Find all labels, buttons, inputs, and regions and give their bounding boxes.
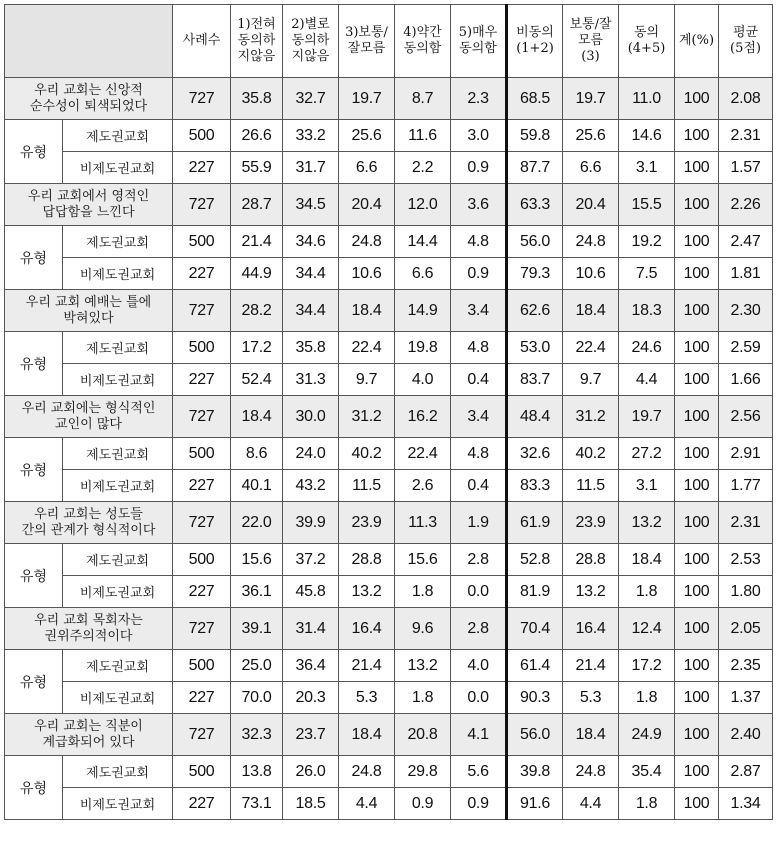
group-label-cell: 유형 — [5, 544, 63, 608]
value-cell: 500 — [173, 120, 231, 152]
value-cell: 23.9 — [563, 502, 619, 544]
value-cell: 100 — [675, 756, 719, 788]
question-cell: 우리 교회는 직분이 계급화되어 있다 — [5, 714, 173, 756]
value-cell: 81.9 — [507, 576, 563, 608]
value-cell: 52.4 — [231, 364, 283, 396]
value-cell: 16.4 — [339, 608, 395, 650]
value-cell: 13.8 — [231, 756, 283, 788]
question-row — [5, 290, 773, 332]
value-cell: 32.3 — [231, 714, 283, 756]
subgroup-row — [5, 650, 773, 682]
value-cell: 100 — [675, 396, 719, 438]
value-cell: 20.4 — [563, 184, 619, 226]
question-cell: 우리 교회는 성도들 간의 관계가 형식적이다 — [5, 502, 173, 544]
value-cell: 227 — [173, 576, 231, 608]
value-cell: 2.47 — [719, 226, 773, 258]
question-cell: 우리 교회에는 형식적인 교인이 많다 — [5, 396, 173, 438]
subgroup-row — [5, 470, 773, 502]
subgroup-row — [5, 682, 773, 714]
value-cell: 727 — [173, 502, 231, 544]
value-cell: 500 — [173, 332, 231, 364]
value-cell: 227 — [173, 682, 231, 714]
value-cell: 1.8 — [395, 682, 451, 714]
value-cell: 44.9 — [231, 258, 283, 290]
value-cell: 100 — [675, 650, 719, 682]
value-cell: 4.4 — [339, 788, 395, 820]
subgroup-row — [5, 438, 773, 470]
subgroup-row — [5, 226, 773, 258]
header-cell: 사례수 — [173, 5, 231, 78]
question-row — [5, 78, 773, 120]
type-label-cell: 제도권교회 — [63, 756, 173, 788]
value-cell: 24.8 — [339, 226, 395, 258]
value-cell: 23.7 — [283, 714, 339, 756]
value-cell: 24.8 — [563, 756, 619, 788]
header-cell: 4)약간 동의함 — [395, 5, 451, 78]
value-cell: 10.6 — [563, 258, 619, 290]
value-cell: 2.40 — [719, 714, 773, 756]
value-cell: 25.0 — [231, 650, 283, 682]
group-label-cell: 유형 — [5, 756, 63, 820]
value-cell: 20.4 — [339, 184, 395, 226]
value-cell: 5.3 — [563, 682, 619, 714]
value-cell: 727 — [173, 78, 231, 120]
value-cell: 1.8 — [619, 788, 675, 820]
value-cell: 1.66 — [719, 364, 773, 396]
value-cell: 100 — [675, 576, 719, 608]
value-cell: 39.1 — [231, 608, 283, 650]
value-cell: 100 — [675, 152, 719, 184]
value-cell: 32.7 — [283, 78, 339, 120]
value-cell: 11.5 — [339, 470, 395, 502]
value-cell: 14.9 — [395, 290, 451, 332]
value-cell: 35.8 — [283, 332, 339, 364]
value-cell: 13.2 — [563, 576, 619, 608]
type-label-cell: 비제도권교회 — [63, 152, 173, 184]
value-cell: 6.6 — [395, 258, 451, 290]
value-cell: 1.8 — [395, 576, 451, 608]
value-cell: 19.7 — [339, 78, 395, 120]
value-cell: 3.1 — [619, 470, 675, 502]
value-cell: 2.91 — [719, 438, 773, 470]
value-cell: 34.4 — [283, 290, 339, 332]
value-cell: 4.8 — [451, 226, 507, 258]
value-cell: 33.2 — [283, 120, 339, 152]
value-cell: 28.8 — [339, 544, 395, 576]
value-cell: 100 — [675, 438, 719, 470]
value-cell: 0.9 — [395, 788, 451, 820]
value-cell: 53.0 — [507, 332, 563, 364]
value-cell: 100 — [675, 544, 719, 576]
value-cell: 31.3 — [283, 364, 339, 396]
value-cell: 18.3 — [619, 290, 675, 332]
value-cell: 0.9 — [451, 788, 507, 820]
value-cell: 32.6 — [507, 438, 563, 470]
value-cell: 2.3 — [451, 78, 507, 120]
value-cell: 90.3 — [507, 682, 563, 714]
value-cell: 500 — [173, 226, 231, 258]
value-cell: 727 — [173, 184, 231, 226]
value-cell: 19.8 — [395, 332, 451, 364]
value-cell: 39.9 — [283, 502, 339, 544]
header-cell: 계(%) — [675, 5, 719, 78]
value-cell: 59.8 — [507, 120, 563, 152]
value-cell: 21.4 — [231, 226, 283, 258]
value-cell: 6.6 — [563, 152, 619, 184]
value-cell: 25.6 — [563, 120, 619, 152]
question-row — [5, 396, 773, 438]
value-cell: 2.31 — [719, 120, 773, 152]
group-label-cell: 유형 — [5, 650, 63, 714]
value-cell: 40.2 — [563, 438, 619, 470]
value-cell: 0.0 — [451, 576, 507, 608]
value-cell: 100 — [675, 364, 719, 396]
value-cell: 227 — [173, 470, 231, 502]
value-cell: 2.26 — [719, 184, 773, 226]
value-cell: 1.8 — [619, 682, 675, 714]
value-cell: 16.4 — [563, 608, 619, 650]
question-row — [5, 714, 773, 756]
value-cell: 34.4 — [283, 258, 339, 290]
value-cell: 34.6 — [283, 226, 339, 258]
value-cell: 12.0 — [395, 184, 451, 226]
value-cell: 3.1 — [619, 152, 675, 184]
value-cell: 18.5 — [283, 788, 339, 820]
value-cell: 10.6 — [339, 258, 395, 290]
value-cell: 227 — [173, 152, 231, 184]
value-cell: 91.6 — [507, 788, 563, 820]
value-cell: 61.4 — [507, 650, 563, 682]
value-cell: 14.4 — [395, 226, 451, 258]
header-cell: 5)매우 동의함 — [451, 5, 507, 78]
value-cell: 227 — [173, 364, 231, 396]
value-cell: 70.4 — [507, 608, 563, 650]
value-cell: 24.8 — [339, 756, 395, 788]
value-cell: 1.34 — [719, 788, 773, 820]
value-cell: 4.1 — [451, 714, 507, 756]
value-cell: 4.0 — [395, 364, 451, 396]
value-cell: 100 — [675, 502, 719, 544]
value-cell: 1.9 — [451, 502, 507, 544]
subgroup-row — [5, 332, 773, 364]
value-cell: 1.77 — [719, 470, 773, 502]
value-cell: 2.31 — [719, 502, 773, 544]
value-cell: 9.6 — [395, 608, 451, 650]
value-cell: 63.3 — [507, 184, 563, 226]
value-cell: 0.4 — [451, 364, 507, 396]
value-cell: 19.7 — [563, 78, 619, 120]
value-cell: 18.4 — [563, 714, 619, 756]
value-cell: 6.6 — [339, 152, 395, 184]
value-cell: 4.8 — [451, 438, 507, 470]
value-cell: 14.6 — [619, 120, 675, 152]
value-cell: 19.7 — [619, 396, 675, 438]
value-cell: 8.7 — [395, 78, 451, 120]
value-cell: 21.4 — [339, 650, 395, 682]
header-cell: 비동의 (1+2) — [507, 5, 563, 78]
value-cell: 23.9 — [339, 502, 395, 544]
question-cell: 우리 교회 예배는 틀에 박혀있다 — [5, 290, 173, 332]
value-cell: 17.2 — [619, 650, 675, 682]
value-cell: 8.6 — [231, 438, 283, 470]
value-cell: 21.4 — [563, 650, 619, 682]
value-cell: 100 — [675, 78, 719, 120]
value-cell: 15.5 — [619, 184, 675, 226]
value-cell: 9.7 — [563, 364, 619, 396]
value-cell: 5.6 — [451, 756, 507, 788]
type-label-cell: 비제도권교회 — [63, 364, 173, 396]
value-cell: 3.4 — [451, 396, 507, 438]
value-cell: 12.4 — [619, 608, 675, 650]
value-cell: 3.4 — [451, 290, 507, 332]
value-cell: 29.8 — [395, 756, 451, 788]
group-label-cell: 유형 — [5, 332, 63, 396]
value-cell: 3.6 — [451, 184, 507, 226]
value-cell: 40.2 — [339, 438, 395, 470]
type-label-cell: 비제도권교회 — [63, 576, 173, 608]
question-cell: 우리 교회 목회자는 권위주의적이다 — [5, 608, 173, 650]
type-label-cell: 제도권교회 — [63, 650, 173, 682]
value-cell: 61.9 — [507, 502, 563, 544]
value-cell: 18.4 — [231, 396, 283, 438]
value-cell: 100 — [675, 332, 719, 364]
value-cell: 2.2 — [395, 152, 451, 184]
value-cell: 11.3 — [395, 502, 451, 544]
value-cell: 1.80 — [719, 576, 773, 608]
value-cell: 28.2 — [231, 290, 283, 332]
type-label-cell: 비제도권교회 — [63, 470, 173, 502]
value-cell: 100 — [675, 470, 719, 502]
value-cell: 3.0 — [451, 120, 507, 152]
value-cell: 500 — [173, 544, 231, 576]
value-cell: 2.05 — [719, 608, 773, 650]
value-cell: 2.08 — [719, 78, 773, 120]
value-cell: 11.5 — [563, 470, 619, 502]
value-cell: 28.7 — [231, 184, 283, 226]
subgroup-row — [5, 756, 773, 788]
value-cell: 31.2 — [563, 396, 619, 438]
header-cell: 동의 (4+5) — [619, 5, 675, 78]
value-cell: 100 — [675, 120, 719, 152]
value-cell: 17.2 — [231, 332, 283, 364]
value-cell: 27.2 — [619, 438, 675, 470]
value-cell: 500 — [173, 756, 231, 788]
value-cell: 83.7 — [507, 364, 563, 396]
value-cell: 31.2 — [339, 396, 395, 438]
value-cell: 227 — [173, 788, 231, 820]
value-cell: 2.87 — [719, 756, 773, 788]
value-cell: 24.6 — [619, 332, 675, 364]
value-cell: 13.2 — [619, 502, 675, 544]
subgroup-row — [5, 120, 773, 152]
value-cell: 43.2 — [283, 470, 339, 502]
value-cell: 4.8 — [451, 332, 507, 364]
corner-cell — [5, 5, 173, 78]
value-cell: 100 — [675, 714, 719, 756]
value-cell: 26.6 — [231, 120, 283, 152]
value-cell: 100 — [675, 608, 719, 650]
value-cell: 25.6 — [339, 120, 395, 152]
value-cell: 18.4 — [339, 714, 395, 756]
value-cell: 45.8 — [283, 576, 339, 608]
value-cell: 9.7 — [339, 364, 395, 396]
group-label-cell: 유형 — [5, 226, 63, 290]
value-cell: 4.4 — [619, 364, 675, 396]
group-label-cell: 유형 — [5, 438, 63, 502]
value-cell: 2.8 — [451, 544, 507, 576]
value-cell: 62.6 — [507, 290, 563, 332]
value-cell: 1.8 — [619, 576, 675, 608]
value-cell: 13.2 — [395, 650, 451, 682]
question-row — [5, 608, 773, 650]
type-label-cell: 제도권교회 — [63, 332, 173, 364]
value-cell: 24.9 — [619, 714, 675, 756]
value-cell: 4.0 — [451, 650, 507, 682]
group-label-cell: 유형 — [5, 120, 63, 184]
header-cell: 3)보통/ 잘모름 — [339, 5, 395, 78]
value-cell: 31.4 — [283, 608, 339, 650]
subgroup-row — [5, 258, 773, 290]
value-cell: 35.4 — [619, 756, 675, 788]
value-cell: 1.37 — [719, 682, 773, 714]
value-cell: 5.3 — [339, 682, 395, 714]
value-cell: 100 — [675, 184, 719, 226]
value-cell: 0.0 — [451, 682, 507, 714]
value-cell: 52.8 — [507, 544, 563, 576]
value-cell: 18.4 — [619, 544, 675, 576]
header-cell: 평균 (5점) — [719, 5, 773, 78]
subgroup-row — [5, 364, 773, 396]
value-cell: 4.4 — [563, 788, 619, 820]
value-cell: 20.3 — [283, 682, 339, 714]
value-cell: 37.2 — [283, 544, 339, 576]
question-cell: 우리 교회는 신앙적 순수성이 퇴색되었다 — [5, 78, 173, 120]
type-label-cell: 비제도권교회 — [63, 788, 173, 820]
value-cell: 15.6 — [231, 544, 283, 576]
value-cell: 2.6 — [395, 470, 451, 502]
value-cell: 727 — [173, 396, 231, 438]
value-cell: 22.4 — [563, 332, 619, 364]
value-cell: 15.6 — [395, 544, 451, 576]
value-cell: 34.5 — [283, 184, 339, 226]
value-cell: 31.7 — [283, 152, 339, 184]
value-cell: 87.7 — [507, 152, 563, 184]
value-cell: 1.81 — [719, 258, 773, 290]
value-cell: 500 — [173, 650, 231, 682]
type-label-cell: 비제도권교회 — [63, 682, 173, 714]
question-cell: 우리 교회에서 영적인 답답함을 느낀다 — [5, 184, 173, 226]
subgroup-row — [5, 788, 773, 820]
value-cell: 500 — [173, 438, 231, 470]
value-cell: 79.3 — [507, 258, 563, 290]
value-cell: 55.9 — [231, 152, 283, 184]
survey-table — [4, 4, 773, 820]
value-cell: 727 — [173, 714, 231, 756]
subgroup-row — [5, 152, 773, 184]
value-cell: 2.56 — [719, 396, 773, 438]
header-cell: 2)별로 동의하 지않음 — [283, 5, 339, 78]
value-cell: 39.8 — [507, 756, 563, 788]
value-cell: 40.1 — [231, 470, 283, 502]
type-label-cell: 제도권교회 — [63, 438, 173, 470]
value-cell: 56.0 — [507, 226, 563, 258]
value-cell: 13.2 — [339, 576, 395, 608]
value-cell: 100 — [675, 290, 719, 332]
header-row — [5, 5, 773, 78]
value-cell: 30.0 — [283, 396, 339, 438]
value-cell: 16.2 — [395, 396, 451, 438]
type-label-cell: 제도권교회 — [63, 120, 173, 152]
value-cell: 0.9 — [451, 258, 507, 290]
value-cell: 11.0 — [619, 78, 675, 120]
value-cell: 0.4 — [451, 470, 507, 502]
header-cell: 1)전혀 동의하 지않음 — [231, 5, 283, 78]
value-cell: 727 — [173, 290, 231, 332]
value-cell: 68.5 — [507, 78, 563, 120]
value-cell: 22.4 — [339, 332, 395, 364]
subgroup-row — [5, 544, 773, 576]
value-cell: 28.8 — [563, 544, 619, 576]
header-cell: 보통/잘 모름 (3) — [563, 5, 619, 78]
value-cell: 36.4 — [283, 650, 339, 682]
value-cell: 1.57 — [719, 152, 773, 184]
value-cell: 70.0 — [231, 682, 283, 714]
type-label-cell: 제도권교회 — [63, 226, 173, 258]
value-cell: 18.4 — [339, 290, 395, 332]
value-cell: 22.4 — [395, 438, 451, 470]
value-cell: 100 — [675, 788, 719, 820]
value-cell: 11.6 — [395, 120, 451, 152]
value-cell: 18.4 — [563, 290, 619, 332]
value-cell: 36.1 — [231, 576, 283, 608]
value-cell: 83.3 — [507, 470, 563, 502]
value-cell: 2.35 — [719, 650, 773, 682]
value-cell: 0.9 — [451, 152, 507, 184]
value-cell: 2.59 — [719, 332, 773, 364]
value-cell: 100 — [675, 226, 719, 258]
type-label-cell: 비제도권교회 — [63, 258, 173, 290]
value-cell: 35.8 — [231, 78, 283, 120]
value-cell: 56.0 — [507, 714, 563, 756]
value-cell: 22.0 — [231, 502, 283, 544]
question-row — [5, 184, 773, 226]
value-cell: 48.4 — [507, 396, 563, 438]
value-cell: 24.0 — [283, 438, 339, 470]
type-label-cell: 제도권교회 — [63, 544, 173, 576]
value-cell: 20.8 — [395, 714, 451, 756]
value-cell: 73.1 — [231, 788, 283, 820]
value-cell: 2.8 — [451, 608, 507, 650]
survey-body — [5, 78, 773, 820]
value-cell: 100 — [675, 258, 719, 290]
value-cell: 2.30 — [719, 290, 773, 332]
value-cell: 227 — [173, 258, 231, 290]
value-cell: 7.5 — [619, 258, 675, 290]
question-row — [5, 502, 773, 544]
value-cell: 100 — [675, 682, 719, 714]
value-cell: 24.8 — [563, 226, 619, 258]
value-cell: 727 — [173, 608, 231, 650]
value-cell: 2.53 — [719, 544, 773, 576]
subgroup-row — [5, 576, 773, 608]
value-cell: 26.0 — [283, 756, 339, 788]
value-cell: 19.2 — [619, 226, 675, 258]
